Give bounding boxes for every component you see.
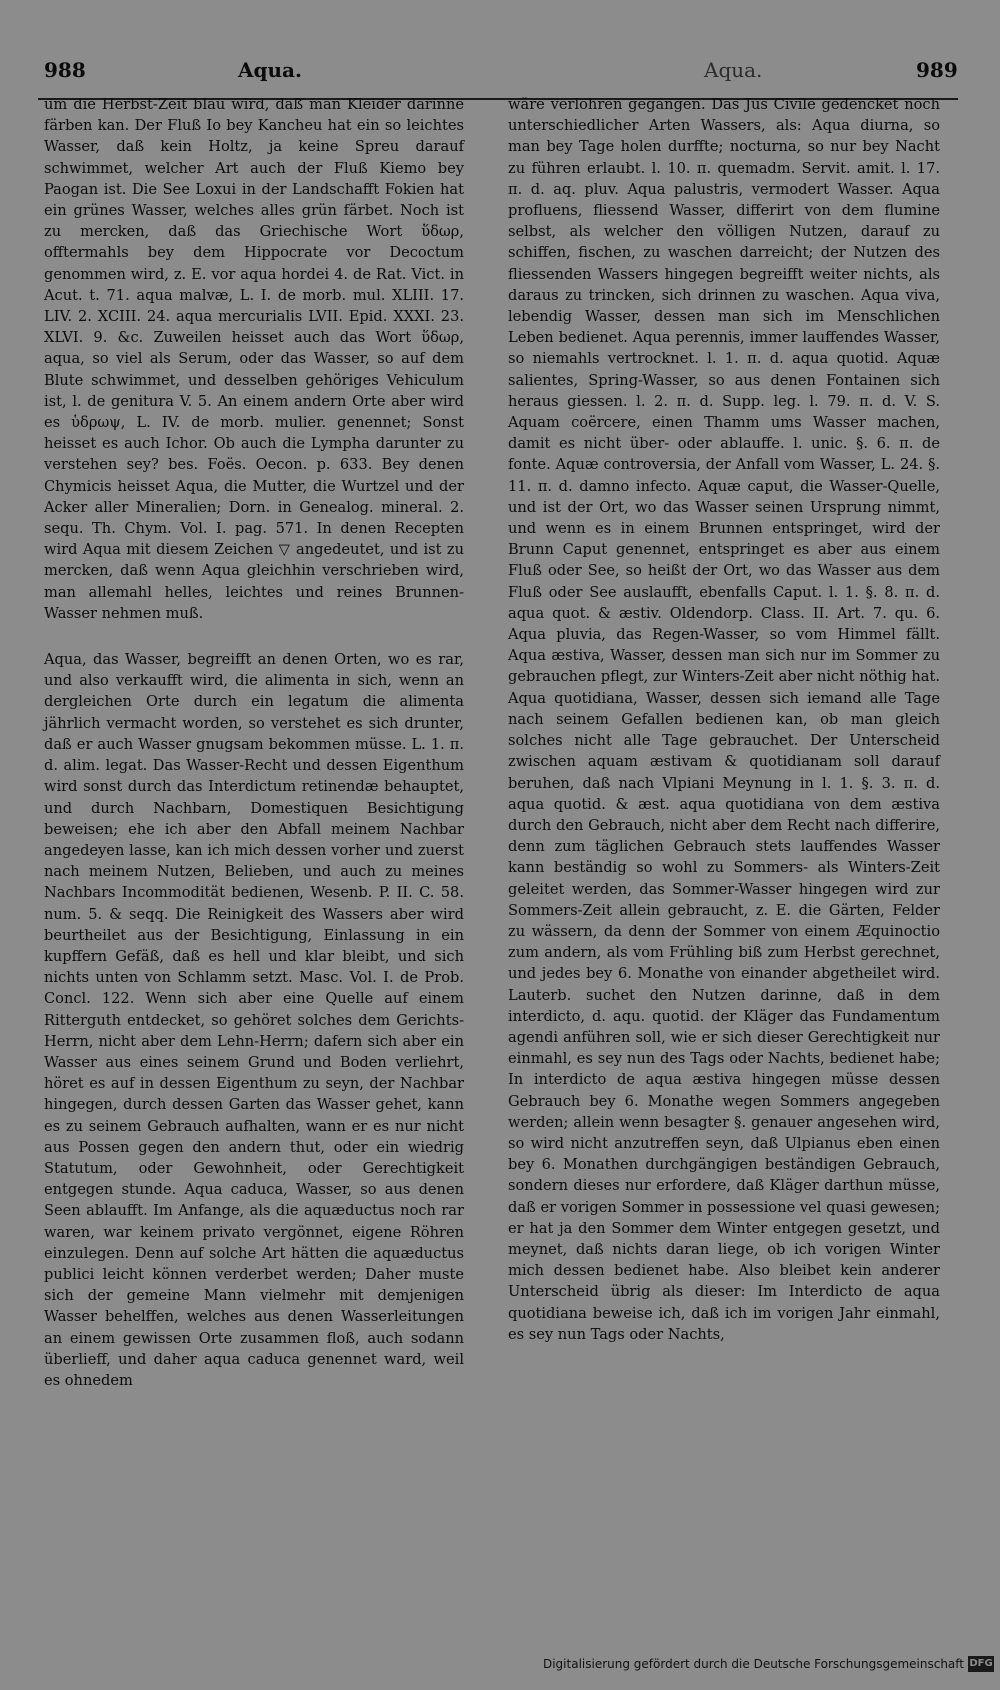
left-paragraph-1: um die Herbst-Zeit blau wird, daß man Kleider darinne färben kan. Der Fluß Io bey Kancheu hat ein so leichtes Wasser, daß kein Holtz, ja keine Spreu darauf schwimmet, welcher Art auch der Fluß Kiemo bey Paogan ist. Die See Loxui in der Landschafft Fokien hat ein grünes Wasser, welches alles grün färbet. Noch ist zu mercken, daß das Griechische Wort ὕδωρ, offtermahls bey dem Hippocrate vor Decoctum genommen wird, z. E. vor aqua hordei 4. de Rat. Vict. in Acut. t. 71. aqua malvæ, L. I. de morb. mul. XLIII. 17. LIV. 2. XCIII. 24. aqua mercurialis LVII. Epid. XXXI. 23. XLVI. 9. &c. Zuweilen heisset auch das Wort ὕδωρ, aqua, so viel als Serum, oder das Wasser, so auf dem Blute schwimmet, und desselben gehöriges Vehiculum ist, l. de genitura V. 5. An einem andern Orte aber wird es ὑδρωψ, L. IV. de morb. mulier. genennet; Sonst heisset es auch Ichor. Ob auch die Lympha darunter zu verstehen sey? bes. Foës. Oecon. p. 633. Bey denen Chymicis heisset Aqua, die Mutter, die Wurtzel und der Acker aller Mineralien; Dorn. in Genealog. mineral. 2. sequ. Th. Chym. Vol. I. pag. 571. In denen Recepten wird Aqua mit diesem Zeichen ▽ angedeutet, und ist zu mercken, daß wenn Aqua gleichhin verschrieben wird, man allemahl helles, leichtes und reines Brunnen-Wasser nehmen muß. — [44, 96, 464, 622]
footer-credit: Digitalisierung gefördert durch die Deutsche Forschungsgemeinschaft — [542, 1657, 964, 1671]
left-running-title: Aqua. — [238, 58, 302, 82]
left-paragraph-2: Aqua, das Wasser, begreifft an denen Orten, wo es rar, und also verkaufft wird, die alimenta in sich, wenn an dergleichen Orte durch ein legatum die alimenta jährlich vermacht worden, so verstehet es sich drunter, daß er auch Wasser gnugsam bekommen müsse. L. 1. π. d. alim. legat. Das Wasser-Recht und dessen Eigenthum wird sonst durch das Interdictum retinendæ behauptet, und durch Nachbarn, Domestiquen Besichtigung beweisen; ehe ich aber den Abfall meinem Nachbar angedeyen lasse, kan ich mich dessen vorher und zuerst nach meinem Nutzen, Belieben, und auch zu meines Nachbars Incommodität bedienen, Wesenb. P. II. C. 58. num. 5. & seqq. Die Reinigkeit des Wassers aber wird beurtheilet aus der Besichtigung, Einlassung in ein kupffern Gefäß, daß es hell und klar bleibt, und sich nichts unten von Schlamm setzt. Masc. Vol. I. de Prob. Concl. 122. Wenn sich aber eine Quelle auf einem Ritterguth entdecket, so gehöret solches dem Gerichts-Herrn, nicht aber dem Lehn-Herrn; dafern sich aber ein Wasser aus eines seinem Grund und Boden verliehrt, höret es auf in dessen Eigenthum zu seyn, der Nachbar hingegen, durch dessen Garten das Wasser gehet, kann es zu seinem Gebrauch aufhalten, wann er es nur nicht aus Possen gegen den andern thut, oder ein wiedrig Statutum, oder Gewohnheit, oder Gerechtigkeit entgegen stunde. Aqua caduca, Wasser, so aus denen Seen ablaufft. Im Anfange, als die aquæductus noch rar waren, war keinem privato vergönnet, eigene Röhren einzulegen. Denn auf solche Art hätten die aquæductus publici leicht können verderbet werden; Daher muste sich der gemeine Mann vielmehr mit demjenigen Wasser behelffen, welches aus denen Wasserleitungen an einem gewissen Orte zusammen floß, auch sodann überlieff, und daher aqua caduca genennet ward, weil es ohnedem — [44, 651, 464, 1389]
right-page-number: 989 — [916, 58, 958, 82]
left-text-column — [44, 94, 464, 1391]
paragraph-gap — [44, 624, 464, 649]
digitization-footer — [0, 1655, 1000, 1679]
right-paragraph-1: wäre verlohren gegangen. Das Jus Civile gedencket noch unterschiedlicher Arten Wassers, als: Aqua diurna, so man bey Tage holen durffte; nocturna, so nur bey Nacht zu führen erlaubt. l. 10. π. quemadm. Servit. amit. l. 17. π. d. aq. pluv. Aqua palustris, vermodert Wasser. Aqua profluens, fliessend Wasser, differirt von dem flumine selbst, als welcher den völligen Nutzen, darauf zu schiffen, fischen, zu waschen darreicht; der Nutzen des fliessenden Wassers hingegen begreifft weiter nichts, als daraus zu trincken, sich drinnen zu waschen. Aqua viva, lebendig Wasser, dessen man sich im Menschlichen Leben bedienet. Aqua perennis, immer lauffendes Wasser, so niemahls vertrocknet. l. 1. π. d. aqua quotid. Aquæ salientes, Spring-Wasser, so aus denen Fontainen sich heraus giessen. l. 2. π. d. Supp. leg. l. 79. π. d. V. S. Aquam coërcere, einen Thamm ums Wasser machen, damit es nicht über- oder ablauffe. l. unic. §. 6. π. de fonte. Aquæ controversia, der Anfall vom Wasser, L. 24. §. 11. π. d. damno infecto. Aquæ caput, die Wasser-Quelle, und ist der Ort, wo das Wasser seinen Ursprung nimmt, und wenn es in einem Brunnen entspringet, wird der Brunn Caput genennet, entspringet es aber aus einem Fluß oder See, so heißt der Ort, wo das Wasser aus dem Fluß oder See auslaufft, ebenfalls Caput. l. 1. §. 8. π. d. aqua quot. & æstiv. Oldendorp. Class. II. Art. 7. qu. 6. Aqua pluvia, das Regen-Wasser, so vom Himmel fällt. Aqua æstiva, Wasser, dessen man sich nur im Sommer zu gebrauchen pflegt, zur Winters-Zeit aber nicht nöthig hat. Aqua quotidiana, Wasser, dessen sich iemand alle Tage nach seinem Gefallen bedienen kan, ob man gleich solches nicht alle Tage gebrauchet. Der Unterscheid zwischen aquam æstivam & quotidianam soll darauf beruhen, daß nach Vlpiani Meynung in l. 1. §. 3. π. d. aqua quotid. & æst. aqua quotidiana von dem æstiva durch den Gebrauch, nicht aber dem Recht nach differire, denn zum täglichen Gebrauch stets lauffendes Wasser kann beständig so wohl zu Sommers- als Winters-Zeit geleitet werden, das Sommer-Wasser hingegen wird zur Sommers-Zeit allein gebraucht, z. E. die Gärten, Felder zu wässern, da denn der Sommer von einem Æquinoctio zum andern, als vom Frühling biß zum Herbst gerechnet, und jedes bey 6. Monathe von einander abgetheilet wird. Lauterb. suchet den Nutzen darinne, daß in dem interdicto, d. aqu. quotid. der Kläger das Fundamentum agendi anführen soll, wie er sich dieser Gerechtigkeit nur einmahl, es sey nun des Tags oder Nachts, bedienet habe; In interdicto de aqua æstiva hingegen müsse dessen Gebrauch bey 6. Monathe wegen Sommers angegeben werden; allein wenn besagter §. genauer angesehen wird, so wird nicht anzutreffen seyn, daß Ulpianus eben einen bey 6. Monathen durchgängigen beständigen Gebrauch, sondern dieses nur erfordere, daß Kläger darthun müsse, daß er vorigen Sommer in possessione vel quasi gewesen; er hat ja den Sommer dem Winter entgegen gesetzt, und meynet, daß nichts daran liege, ob ich vorigen Winter mich dessen bedienet habe. Also bleibet kein anderer Unterscheid übrig als dieser: Im Interdicto de aqua quotidiana beweise ich, daß ich im vorigen Jahr einmahl, es sey nun Tags oder Nachts, — [508, 96, 940, 1343]
right-running-title: Aqua. — [704, 58, 763, 82]
dfg-logo-icon: DFG — [968, 1656, 994, 1672]
left-page-number: 988 — [44, 58, 86, 82]
book-page — [38, 54, 958, 1644]
right-text-column — [508, 94, 940, 1345]
